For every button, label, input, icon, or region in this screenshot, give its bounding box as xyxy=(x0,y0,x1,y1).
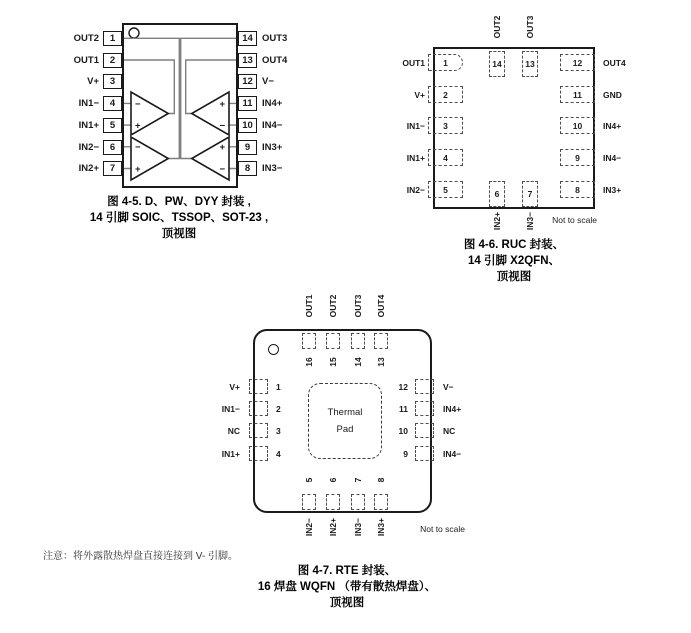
soic-left-pins xyxy=(40,31,122,181)
pin-row xyxy=(394,379,504,394)
pin-pad: 11 xyxy=(560,86,595,103)
pin-label: IN2+ xyxy=(78,163,99,174)
pin-row xyxy=(40,140,122,155)
pin-label: IN4− xyxy=(262,120,283,131)
thermal-pad-label: Pad xyxy=(336,424,354,435)
pin-row xyxy=(238,140,328,155)
pin-number: 13 xyxy=(376,357,386,367)
pin-row xyxy=(394,446,504,461)
pin-pad: 9 xyxy=(560,149,595,166)
pin-row xyxy=(238,96,328,111)
pin-pad xyxy=(249,423,268,438)
pin-number: 3 xyxy=(276,425,281,436)
pin-label: IN2− xyxy=(304,517,314,537)
pin-label: IN4+ xyxy=(603,120,622,131)
pin-number: 9 xyxy=(403,448,408,459)
pin-label: IN4+ xyxy=(443,403,462,414)
pin-row xyxy=(560,54,675,71)
soic-internal-diagram xyxy=(122,23,238,188)
pin1-indicator-icon xyxy=(268,344,279,355)
pin-label: IN2− xyxy=(406,184,425,195)
pin-pad: 10 xyxy=(560,117,595,134)
svg-text:−: − xyxy=(219,120,225,132)
pin-number: 10 xyxy=(398,425,408,436)
svg-text:−: − xyxy=(135,142,141,154)
caption-line: 14 引脚 SOIC、TSSOP、SOT-23 , xyxy=(89,212,269,224)
pin-label: OUT1 xyxy=(402,57,425,68)
pin-row xyxy=(385,117,463,134)
pin-label: OUT2 xyxy=(492,15,502,39)
pin-label: IN2+ xyxy=(328,517,338,537)
x2qfn-right-pins xyxy=(560,54,675,214)
soic-right-pins xyxy=(238,31,328,181)
pin-pad: 4 xyxy=(428,149,463,166)
pin-number: 6 xyxy=(328,477,338,483)
figure-caption-wqfn xyxy=(247,563,447,611)
pin-box: 14 xyxy=(238,31,257,46)
svg-text:+: + xyxy=(219,98,225,110)
pin-label: OUT1 xyxy=(73,55,99,66)
figure-caption-soic xyxy=(79,194,279,242)
pin-number: 5 xyxy=(304,477,314,483)
pin-row xyxy=(385,54,463,71)
pin-box: 1 xyxy=(103,31,122,46)
pin-label: OUT3 xyxy=(525,15,535,39)
pin-pad: 6 xyxy=(489,181,505,207)
figure-caption-x2qfn xyxy=(414,237,614,285)
pin-pad: 2 xyxy=(428,86,463,103)
pin-pad: 14 xyxy=(489,51,505,77)
pin-pad: 1 xyxy=(428,54,463,71)
pin-label: OUT2 xyxy=(328,294,338,318)
pin-number: 1 xyxy=(276,381,281,392)
pin-number: 12 xyxy=(398,381,408,392)
figure-soic xyxy=(0,0,340,250)
pin-label: V− xyxy=(443,381,454,392)
pin-label: NC xyxy=(227,425,240,436)
pin-row xyxy=(40,74,122,89)
svg-text:−: − xyxy=(219,163,225,175)
pin-label: IN3+ xyxy=(603,184,622,195)
pin-row xyxy=(560,117,675,134)
pin-label: IN3− xyxy=(353,517,363,537)
pin-row xyxy=(200,423,296,438)
pin-row xyxy=(40,96,122,111)
caption-line: 图 4-6. RUC 封装、 xyxy=(463,239,565,251)
pin-pad: 5 xyxy=(428,181,463,198)
caption-line: 顶视图 xyxy=(496,271,532,283)
pin-label: IN1+ xyxy=(78,120,99,131)
pin-pad xyxy=(415,379,434,394)
pin-number: 15 xyxy=(328,357,338,367)
pin-row xyxy=(40,118,122,133)
pin-label: V− xyxy=(262,76,274,87)
pin-box: 3 xyxy=(103,74,122,89)
pin-label: IN4− xyxy=(603,152,622,163)
not-to-scale-note: Not to scale xyxy=(420,524,465,534)
pin-row xyxy=(385,86,463,103)
pin-label: V+ xyxy=(87,76,99,87)
pin-row xyxy=(200,401,296,416)
pin-row xyxy=(394,423,504,438)
pin-label: OUT3 xyxy=(262,33,288,44)
pin-label: IN2+ xyxy=(492,211,502,231)
pin-row xyxy=(385,149,463,166)
pin-pad xyxy=(249,379,268,394)
pin-label: OUT4 xyxy=(262,55,288,66)
pin-row xyxy=(560,149,675,166)
pin-label: OUT3 xyxy=(353,294,363,318)
pin-label: IN3− xyxy=(525,211,535,231)
svg-text:−: − xyxy=(135,98,141,110)
pin-box: 4 xyxy=(103,96,122,111)
pin-row xyxy=(200,379,296,394)
wqfn-left-pins xyxy=(200,379,296,469)
pin-label: IN4− xyxy=(443,448,462,459)
pin-label: GND xyxy=(603,89,622,100)
pin-number: 11 xyxy=(399,403,408,414)
pin-pad: 8 xyxy=(560,181,595,198)
pin-row xyxy=(385,181,463,198)
pin-label: IN4+ xyxy=(262,98,283,109)
pin-pad xyxy=(415,446,434,461)
pin-pad: 13 xyxy=(522,51,538,77)
pin-number: 14 xyxy=(353,357,363,367)
pin-label: V+ xyxy=(414,89,425,100)
pin-box: 7 xyxy=(103,161,122,176)
pin-label: OUT1 xyxy=(304,294,314,318)
pin-label: V+ xyxy=(229,381,240,392)
pin-row xyxy=(560,86,675,103)
wqfn-right-pins xyxy=(394,379,504,469)
pin-number: 16 xyxy=(304,357,314,367)
thermal-pad-label: Thermal xyxy=(327,407,363,418)
pin-pad xyxy=(415,423,434,438)
caption-line: 16 焊盘 WQFN （带有散热焊盘）、 xyxy=(257,581,437,593)
pin-label: IN1+ xyxy=(406,152,425,163)
caption-line: 图 4-5. D、PW、DYY 封装 , xyxy=(107,196,251,208)
pin-row xyxy=(200,446,296,461)
pin-label: NC xyxy=(443,425,456,436)
pin-box: 12 xyxy=(238,74,257,89)
pin-label: OUT4 xyxy=(376,294,386,318)
figure-x2qfn xyxy=(380,0,691,300)
pin-row xyxy=(40,31,122,46)
pin-pad: 12 xyxy=(560,54,595,71)
pin-row xyxy=(238,31,328,46)
pin-box: 13 xyxy=(238,53,257,68)
pin-box: 8 xyxy=(238,161,257,176)
pin-row xyxy=(238,74,328,89)
pin-number: 2 xyxy=(276,403,281,414)
x2qfn-left-pins xyxy=(385,54,463,214)
caption-line: 顶视图 xyxy=(329,597,365,609)
pin-label: IN1+ xyxy=(221,448,240,459)
figure-wqfn xyxy=(0,280,691,633)
pin-row xyxy=(40,161,122,176)
pin-label: IN1− xyxy=(78,98,99,109)
pin-box: 11 xyxy=(238,96,257,111)
caption-line: 顶视图 xyxy=(161,228,197,240)
pin-label: OUT4 xyxy=(603,57,626,68)
pin-number: 4 xyxy=(276,448,281,459)
pin-box: 6 xyxy=(103,140,122,155)
thermal-pad xyxy=(308,383,382,459)
svg-text:+: + xyxy=(219,142,225,154)
pin-pad xyxy=(415,401,434,416)
pin-row xyxy=(40,53,122,68)
caption-line: 14 引脚 X2QFN、 xyxy=(467,255,561,267)
pin-pad xyxy=(249,446,268,461)
svg-text:+: + xyxy=(135,163,141,175)
pin-box: 9 xyxy=(238,140,257,155)
svg-text:+: + xyxy=(135,120,141,132)
pin-box: 2 xyxy=(103,53,122,68)
pin-row xyxy=(394,401,504,416)
pin-row xyxy=(238,161,328,176)
pin-label: IN1− xyxy=(406,120,425,131)
pin-box: 5 xyxy=(103,118,122,133)
pin-box: 10 xyxy=(238,118,257,133)
pin-row xyxy=(560,181,675,198)
pin-pad: 3 xyxy=(428,117,463,134)
pin-row xyxy=(238,118,328,133)
pin-pad xyxy=(249,401,268,416)
not-to-scale-note: Not to scale xyxy=(552,215,597,225)
pin-label: IN3+ xyxy=(262,142,283,153)
pin-number: 7 xyxy=(353,477,363,483)
pin-label: OUT2 xyxy=(73,33,99,44)
pin-label: IN3− xyxy=(262,163,283,174)
pin-row xyxy=(238,53,328,68)
pin-pad: 7 xyxy=(522,181,538,207)
pin-label: IN1− xyxy=(221,403,240,414)
pin-number: 8 xyxy=(376,477,386,483)
pin-label: IN2− xyxy=(78,142,99,153)
caption-line: 图 4-7. RTE 封装、 xyxy=(297,565,397,577)
thermal-pad-note: 注意：将外露散热焊盘直接连接到 V- 引脚。 xyxy=(43,551,239,562)
pin-label: IN3+ xyxy=(376,517,386,537)
